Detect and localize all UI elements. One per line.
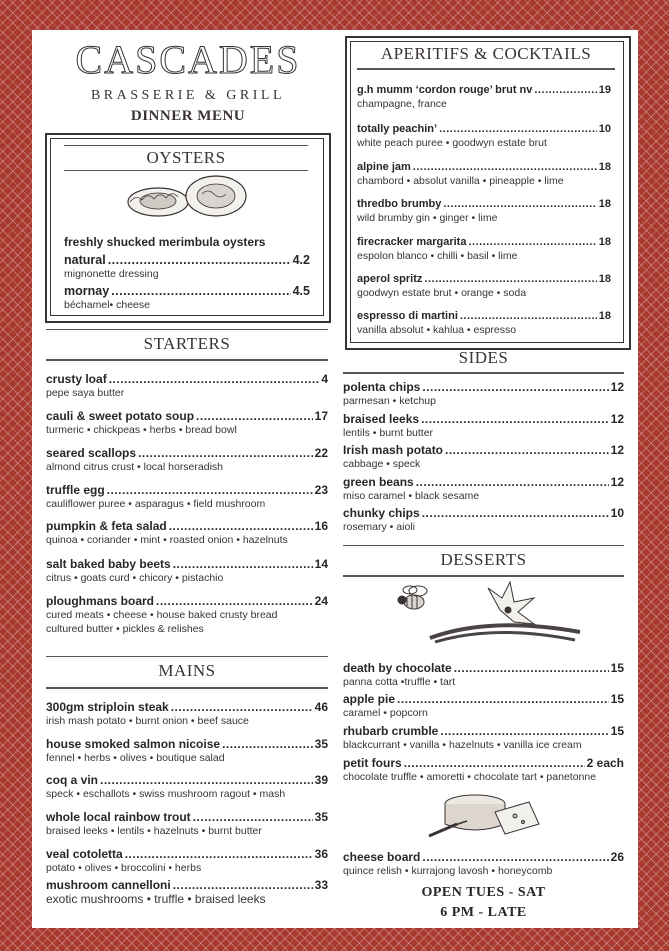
item-name: ploughmans board (46, 594, 154, 608)
item-description: blackcurrant • vanilla • hazelnuts • vanilla ice cream (343, 739, 582, 751)
list-item (343, 692, 624, 720)
item-name: braised leeks (343, 412, 420, 426)
item-description: wild brumby gin • ginger • lime (357, 212, 498, 224)
item-description: braised leeks • lentils • hazelnuts • burnt butter (46, 825, 262, 837)
cheese-illustration-icon (425, 782, 545, 846)
item-name: rhubarb crumble (343, 724, 439, 738)
item-price: 15 (610, 692, 624, 706)
list-item (343, 850, 624, 878)
item-description: miso caramel • black sesame (343, 490, 480, 502)
item-name: pumpkin & feta salad (46, 519, 167, 533)
item-description: almond citrus crust • local horseradish (46, 461, 223, 473)
item-description: pepe saya butter (46, 387, 125, 399)
divider (64, 145, 308, 146)
item-name: aperol spritz (357, 273, 423, 285)
item-name: truffle egg (46, 483, 105, 497)
list-item (343, 506, 624, 534)
divider (46, 359, 328, 361)
item-description: rosemary • aioli (343, 521, 415, 533)
item-description: irish mash potato • burnt onion • beef sauce (46, 715, 249, 727)
list-item (46, 737, 328, 765)
divider (357, 68, 615, 70)
item-price: 35 (314, 737, 328, 751)
item-description: fennel • herbs • olives • boutique salad (46, 752, 225, 764)
item-price: 12 (610, 443, 624, 457)
item-price: 35 (314, 810, 328, 824)
oysters-intro: freshly shucked merimbula oysters (64, 235, 266, 249)
aperitifs-heading: APERITIFS & COCKTAILS (380, 44, 592, 63)
item-name: house smoked salmon nicoise (46, 737, 221, 751)
item-name: chunky chips (343, 506, 420, 520)
item-price: 15 (610, 724, 624, 738)
oysters-heading: OYSTERS (146, 148, 226, 167)
item-name: seared scallops (46, 446, 137, 460)
item-description: vanilla absolut • kahlua • espresso (357, 324, 517, 336)
item-name: espresso di martini (357, 310, 458, 322)
list-item (46, 519, 328, 547)
item-price: 4.2 (292, 253, 310, 267)
item-name: mornay (64, 284, 110, 298)
item-description-line2: cultured butter • pickles & relishes (46, 623, 204, 635)
item-price: 4.5 (292, 284, 310, 298)
list-item (357, 197, 611, 225)
item-price: 19 (598, 84, 611, 96)
item-name: natural (64, 253, 106, 267)
item-price: 26 (610, 850, 624, 864)
item-name: whole local rainbow trout (46, 810, 191, 824)
desserts-heading: DESSERTS (440, 550, 527, 569)
divider (343, 545, 624, 546)
item-name: death by chocolate (343, 661, 452, 675)
item-description: champagne, france (357, 98, 447, 110)
item-name: firecracker margarita (357, 236, 467, 248)
list-item (46, 878, 328, 906)
item-price: 12 (610, 380, 624, 394)
list-item (46, 446, 328, 474)
item-description: cabbage • speck (343, 458, 421, 470)
divider (46, 329, 328, 330)
list-item (343, 412, 624, 440)
item-description: quince relish • kurrajong lavosh • honeycomb (343, 865, 553, 877)
list-item (343, 756, 624, 784)
list-item (46, 594, 328, 636)
item-name: mushroom cannelloni (46, 878, 171, 892)
restaurant-tagline: BRASSERIE & GRILL (90, 88, 286, 103)
item-price: 36 (314, 847, 328, 861)
item-price: 18 (598, 236, 611, 248)
divider (343, 372, 624, 374)
restaurant-name: CASCADES (75, 37, 301, 82)
item-name: totally peachin’ (357, 123, 438, 135)
item-name: alpine jam (357, 161, 411, 173)
item-price: 15 (610, 661, 624, 675)
item-description: cauliflower puree • asparagus • field mushroom (46, 498, 266, 510)
list-item (357, 160, 611, 188)
list-item (46, 700, 328, 728)
item-price: 39 (314, 773, 328, 787)
item-description: mignonette dressing (64, 268, 159, 280)
item-name: 300gm striploin steak (46, 700, 169, 714)
list-item (46, 847, 328, 875)
item-description: citrus • goats curd • chicory • pistachio (46, 572, 224, 584)
opening-hours: 6 PM - LATE (440, 905, 527, 920)
item-description: goodwyn estate brut • orange • soda (357, 287, 527, 299)
item-name: cheese board (343, 850, 421, 864)
item-name: Irish mash potato (343, 443, 444, 457)
item-name: coq a vin (46, 773, 99, 787)
item-description: exotic mushrooms • truffle • braised leeks (46, 892, 266, 906)
item-name: petit fours (343, 756, 402, 770)
item-name: green beans (343, 475, 414, 489)
item-name: cauli & sweet potato soup (46, 409, 195, 423)
item-price: 14 (314, 557, 328, 571)
item-price: 12 (610, 475, 624, 489)
list-item (46, 483, 328, 511)
item-description: lentils • burnt butter (343, 427, 434, 439)
item-price: 18 (598, 198, 611, 210)
item-description: parmesan • ketchup (343, 395, 436, 407)
item-price: 2 each (586, 756, 624, 770)
list-item (357, 272, 611, 300)
item-description: white peach puree • goodwyn estate brut (357, 137, 547, 149)
list-item (343, 443, 624, 471)
list-item (357, 122, 611, 150)
item-description: chambord • absolut vanilla • pineapple • lime (357, 175, 564, 187)
list-item (46, 773, 328, 801)
item-price: 18 (598, 161, 611, 173)
item-name: thredbo brumby (357, 198, 442, 210)
item-price: 23 (314, 483, 328, 497)
item-description: cured meats • cheese • house baked crusty bread (46, 609, 278, 621)
item-description: chocolate truffle • amoretti • chocolate tart • panetonne (343, 771, 597, 783)
item-price: 24 (314, 594, 328, 608)
item-name: veal cotoletta (46, 847, 123, 861)
list-item (343, 475, 624, 503)
item-price: 46 (314, 700, 328, 714)
item-name: crusty loaf (46, 372, 107, 386)
item-description: potato • olives • broccolini • herbs (46, 862, 202, 874)
item-description: turmeric • chickpeas • herbs • bread bowl (46, 424, 237, 436)
item-description: panna cotta •truffle • tart (343, 676, 456, 688)
divider (46, 687, 328, 689)
item-description: caramel • popcorn (343, 707, 428, 719)
divider (343, 575, 624, 577)
item-price: 16 (314, 519, 328, 533)
list-item (343, 724, 624, 752)
oyster-illustration-icon (122, 172, 252, 224)
bee-vanilla-illustration-icon (390, 580, 585, 652)
list-item (46, 557, 328, 585)
list-item (46, 810, 328, 838)
item-price: 18 (598, 310, 611, 322)
list-item (64, 284, 310, 312)
item-name: polenta chips (343, 380, 421, 394)
item-name: apple pie (343, 692, 396, 706)
list-item (357, 235, 611, 263)
item-price: 12 (610, 412, 624, 426)
item-price: 10 (610, 506, 624, 520)
starters-heading: STARTERS (143, 334, 231, 353)
list-item (343, 380, 624, 408)
divider (64, 170, 308, 171)
item-price: 22 (314, 446, 328, 460)
opening-days: OPEN TUES - SAT (421, 885, 546, 900)
list-item (357, 83, 611, 111)
list-item (357, 309, 611, 337)
list-item (46, 372, 328, 400)
item-name: g.h mumm ‘cordon rouge’ brut nv (357, 84, 533, 96)
divider (46, 656, 328, 657)
item-price: 17 (314, 409, 328, 423)
mains-heading: MAINS (158, 661, 216, 680)
list-item (64, 253, 310, 281)
item-price: 4 (321, 372, 328, 386)
item-description: quinoa • coriander • mint • roasted onion • hazelnuts (46, 534, 288, 546)
sides-heading: SIDES (458, 348, 509, 367)
item-price: 18 (598, 273, 611, 285)
menu-title: DINNER MENU (130, 108, 246, 124)
list-item (343, 661, 624, 689)
item-description: speck • eschallots • swiss mushroom ragout • mash (46, 788, 286, 800)
item-description: béchamel• cheese (64, 299, 150, 311)
item-price: 33 (314, 878, 328, 892)
item-name: salt baked baby beets (46, 557, 171, 571)
list-item (46, 409, 328, 437)
item-description: espolon blanco • chilli • basil • lime (357, 250, 518, 262)
item-price: 10 (598, 123, 611, 135)
